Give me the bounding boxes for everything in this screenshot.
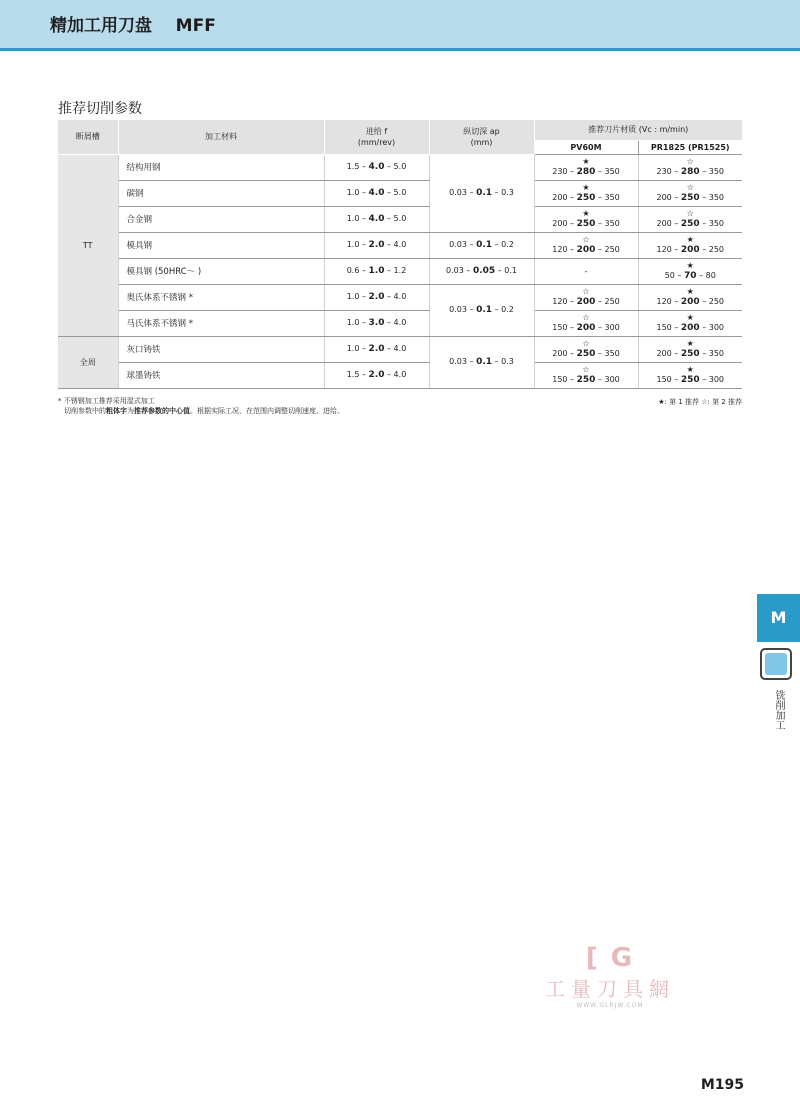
star-icon: ★ (582, 156, 590, 166)
material-cell: 奥氏体系不锈钢 * (118, 284, 324, 310)
header-feed: 进给 f (mm/rev) (324, 120, 429, 154)
star-icon: ☆ (582, 312, 590, 322)
table-row (58, 336, 742, 362)
header-depth: 纵切深 ap (mm) (429, 120, 534, 154)
grade1-cell: ☆ 120 – 200 – 250 (534, 232, 638, 258)
star-icon: ★ (686, 286, 694, 296)
feed-cell: 1.5 – 4.0 – 5.0 (324, 154, 429, 180)
star-icon: ☆ (686, 208, 694, 218)
star-icon: ★ (686, 312, 694, 322)
feed-cell: 0.6 – 1.0 – 1.2 (324, 258, 429, 284)
chapter-tab-label: 铣削加工 (773, 690, 784, 730)
feed-cell: 1.5 – 2.0 – 4.0 (324, 362, 429, 388)
depth-cell: 0.03 – 0.05 – 0.1 (429, 258, 534, 284)
star-icon: ☆ (686, 156, 694, 166)
star-icon: ★ (686, 260, 694, 270)
grade1-cell: ★ 200 – 250 – 350 (534, 206, 638, 232)
feed-cell: 1.0 – 4.0 – 5.0 (324, 206, 429, 232)
watermark-text: 工量刀具網 (545, 977, 675, 1001)
star-icon: ★ (686, 364, 694, 374)
feed-cell: 1.0 – 2.0 – 4.0 (324, 336, 429, 362)
star-icon: ☆ (582, 364, 590, 374)
feed-cell: 1.0 – 4.0 – 5.0 (324, 180, 429, 206)
header-grade-pv60m: PV60M (534, 140, 638, 154)
material-cell: 灰口铸铁 (118, 336, 324, 362)
material-cell: 球墨铸铁 (118, 362, 324, 388)
watermark-url: WWW.GLRJW.COM (576, 1002, 644, 1009)
table-row (58, 258, 742, 284)
grade1-cell: ★ 200 – 250 – 350 (534, 180, 638, 206)
grade1-cell: ☆ 200 – 250 – 350 (534, 336, 638, 362)
grade2-cell: ☆ 200 – 250 – 350 (638, 180, 742, 206)
star-icon: ☆ (582, 234, 590, 244)
header-grade: 推荐刀片材质 (Vc : m/min) (534, 120, 742, 140)
table-row (58, 310, 742, 336)
material-cell: 马氏体系不锈钢 * (118, 310, 324, 336)
material-cell: 模具钢 (118, 232, 324, 258)
grade1-cell: ☆ 150 – 250 – 300 (534, 362, 638, 388)
table-row (58, 232, 742, 258)
grade2-cell: ★ 150 – 200 – 300 (638, 310, 742, 336)
grade2-cell: ★ 150 – 250 – 300 (638, 362, 742, 388)
header-grade-pr1825: PR1825 (PR1525) (638, 140, 742, 154)
material-cell: 结构用钢 (118, 154, 324, 180)
grade2-cell: ☆ 230 – 280 – 350 (638, 154, 742, 180)
header-groove: 断屑槽 (58, 120, 118, 154)
page-header (0, 0, 800, 51)
table-row (58, 180, 742, 206)
grade1-cell: ☆ 150 – 200 – 300 (534, 310, 638, 336)
star-icon: ★ (686, 234, 694, 244)
page-number: M195 (700, 1077, 744, 1093)
depth-cell: 0.03 – 0.1 – 0.2 (429, 284, 534, 336)
feed-cell: 1.0 – 2.0 – 4.0 (324, 284, 429, 310)
material-cell: 碳钢 (118, 180, 324, 206)
grade2-cell: ★ 120 – 200 – 250 (638, 232, 742, 258)
star-icon: ★ (582, 208, 590, 218)
footnote-stainless: * 不锈钢加工推荐采用湿式加工 (58, 397, 155, 405)
section-title: 推荐切削参数 (58, 101, 142, 117)
material-cell: 模具钢 (50HRC～ ) (118, 258, 324, 284)
star-icon: ☆ (582, 286, 590, 296)
star-icon: ★ (686, 338, 694, 348)
star-icon: ★ (582, 182, 590, 192)
table-row (58, 206, 742, 232)
chapter-tab-m[interactable]: M (757, 594, 800, 642)
header-material: 加工材料 (118, 120, 324, 154)
depth-cell: 0.03 – 0.1 – 0.2 (429, 232, 534, 258)
grade1-cell: ★ 230 – 280 – 350 (534, 154, 638, 180)
page-title: 精加工用刀盘 MFF (50, 16, 216, 36)
cutting-parameters-table (58, 120, 742, 389)
grade2-cell: ★ 200 – 250 – 350 (638, 336, 742, 362)
footnote-bold-values: 切削参数中的粗体字为推荐参数的中心值。根据实际工况，在范围内调整切削速度、进给。 (64, 407, 344, 415)
grade2-cell: ★ 50 – 70 – 80 (638, 258, 742, 284)
grade2-cell: ★ 120 – 200 – 250 (638, 284, 742, 310)
watermark-logo: [ G (585, 943, 635, 973)
table-row (58, 362, 742, 388)
depth-cell: 0.03 – 0.1 – 0.3 (429, 336, 534, 388)
table-row (58, 284, 742, 310)
table-row (58, 154, 742, 180)
feed-cell: 1.0 – 2.0 – 4.0 (324, 232, 429, 258)
material-cell: 合金钢 (118, 206, 324, 232)
feed-cell: 1.0 – 3.0 – 4.0 (324, 310, 429, 336)
star-icon: ☆ (686, 182, 694, 192)
grade1-cell: - (534, 258, 638, 284)
milling-insert-icon (760, 648, 792, 680)
grade1-cell: ☆ 120 – 200 – 250 (534, 284, 638, 310)
star-icon: ☆ (582, 338, 590, 348)
depth-cell: 0.03 – 0.1 – 0.3 (429, 154, 534, 232)
groove-cell: TT (58, 154, 118, 336)
watermark (540, 943, 680, 1009)
groove-cell: 全周 (58, 336, 118, 388)
grade2-cell: ☆ 200 – 250 – 350 (638, 206, 742, 232)
star-legend: ★: 第 1 推荐 ☆: 第 2 推荐 (658, 398, 742, 406)
